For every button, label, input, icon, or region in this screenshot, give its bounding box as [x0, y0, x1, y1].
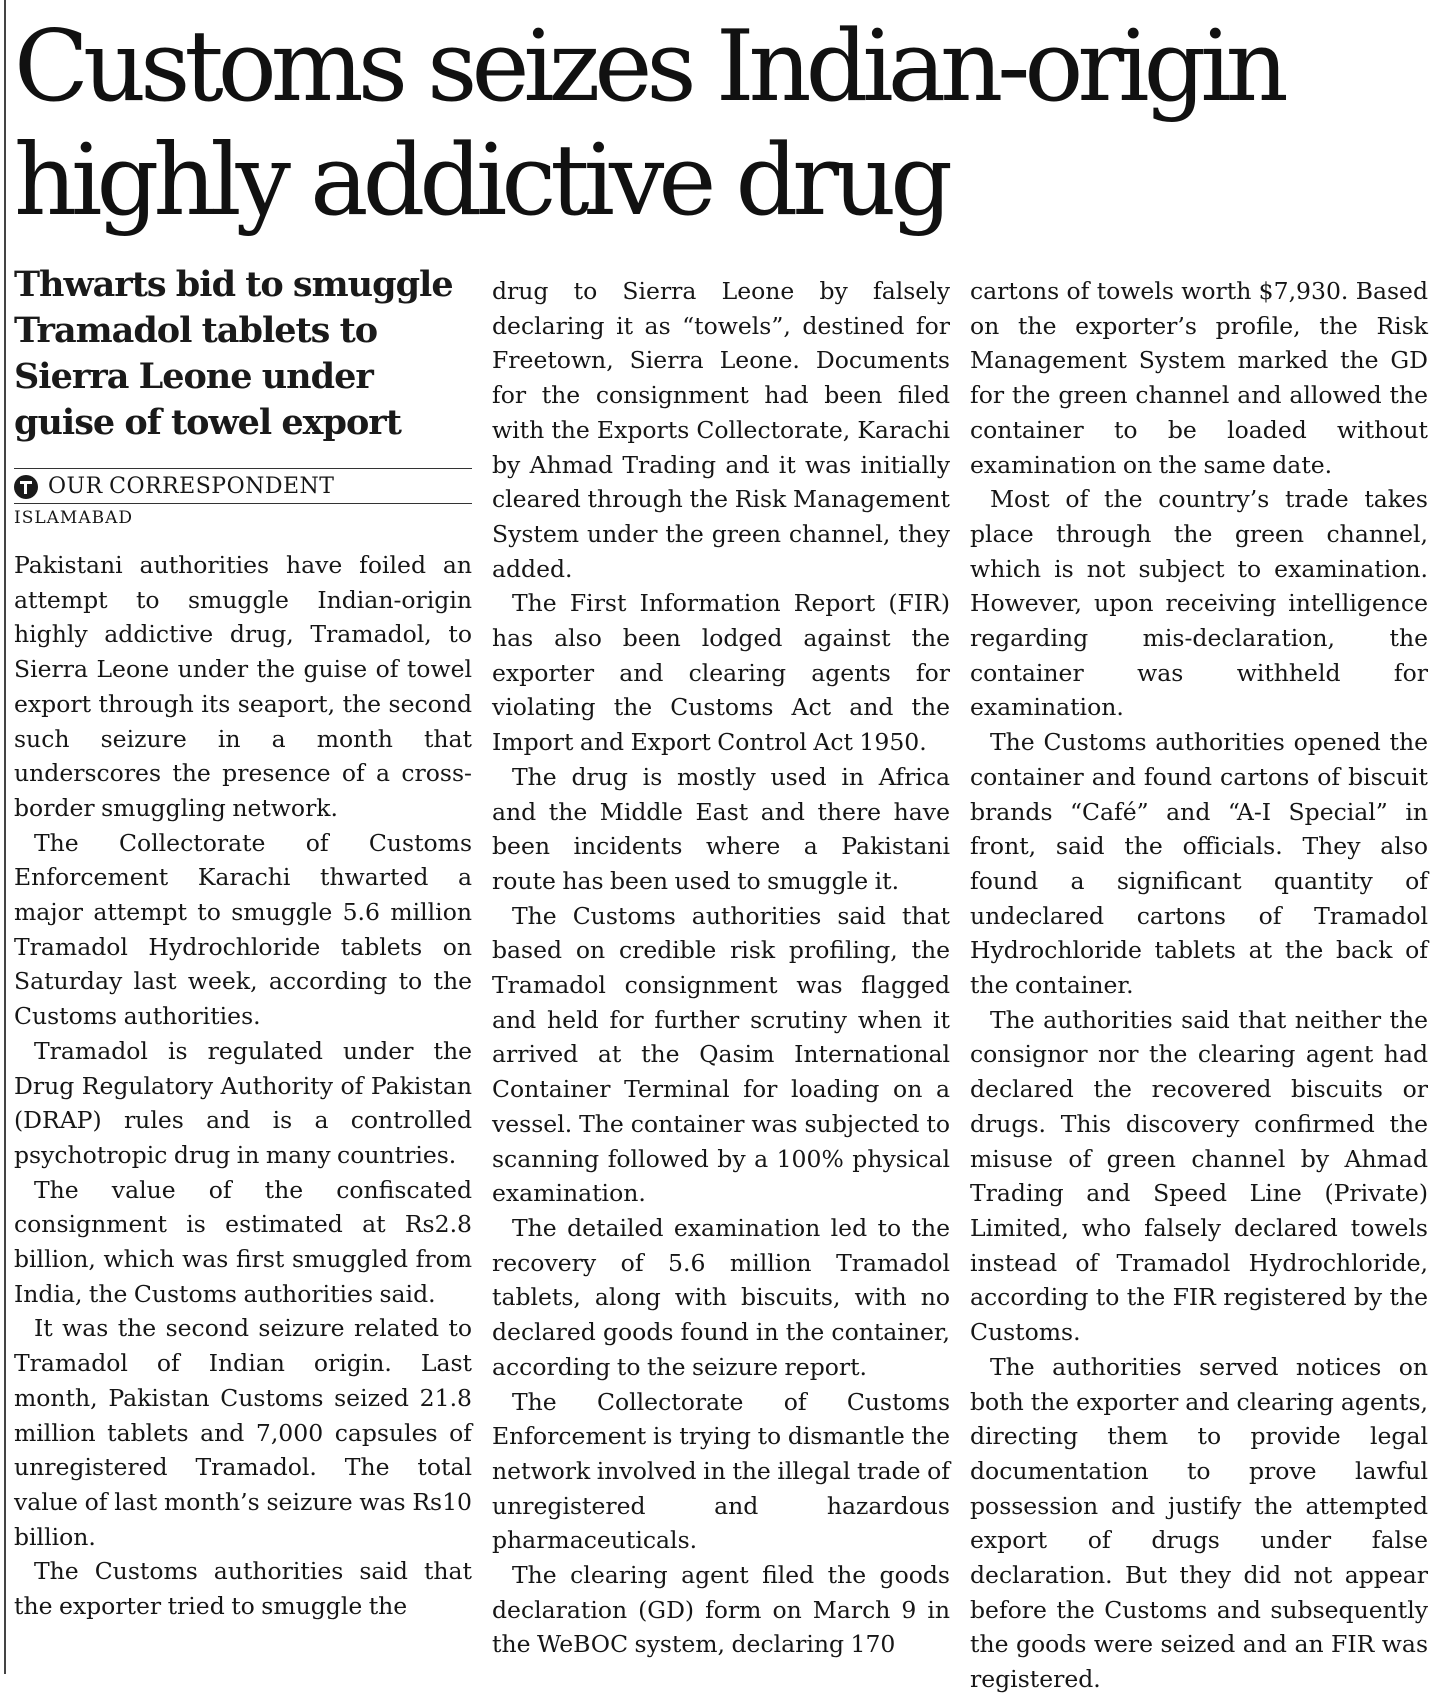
article-column-1: [14, 262, 472, 1624]
byline-box: [14, 468, 472, 532]
tribune-logo-icon: [14, 475, 38, 499]
paragraph: The Collectorate of Customs Enforcement Karachi thwarted a major attempt to smuggle 5.6 million Tramadol Hydrochloride tablets on Saturday last week, according to the Customs authorities.: [14, 828, 472, 1031]
deck-subheadline: Thwarts bid to smuggle Tramadol tablets to Sierra Leone under guise of towel export: [14, 264, 453, 443]
paragraph: Pakistani authorities have foiled an attempt to smuggle Indian-origin highly addictive drug, Tramadol, to Sierra Leone under the guise of towel export through its seaport, the second such seizure in a month that underscores the presence of a cross-border smuggling network.: [14, 551, 472, 822]
paragraph: Most of the country’s trade takes place through the green channel, which is not subject to examination. However, upon receiving intelligence regarding mis-declaration, the container was withheld for examination.: [970, 485, 1428, 722]
paragraph: The detailed examination led to the recovery of 5.6 million Tramadol tablets, along with biscuits, with no declared goods found in the container, according to the seizure report.: [492, 1213, 950, 1381]
paragraph: Tramadol is regulated under the Drug Regulatory Authority of Pakistan (DRAP) rules and is a controlled psychotropic drug in many countries.: [14, 1036, 472, 1169]
byline-text: OUR CORRESPONDENT: [48, 474, 335, 499]
paragraph: The Collectorate of Customs Enforcement is trying to dismantle the network involved in the illegal trade of unregistered and hazardous pharmaceuticals.: [492, 1387, 950, 1555]
column-rule: [4, 0, 6, 1674]
byline: [14, 469, 472, 504]
paragraph: The Customs authorities opened the container and found cartons of biscuit brands “Café” and “A-I Special” in front, said the officials. They also found a significant quantity of undeclared cartons of Tramadol Hydrochloride tablets at the back of the container.: [970, 728, 1428, 1000]
dateline: ISLAMABAD: [14, 508, 134, 528]
paragraph: It was the second seizure related to Tramadol of Indian origin. Last month, Pakistan Customs seized 21.8 million tablets and 7,000 capsules of unregistered Tramadol. The total value of last month’s seizure was Rs10 billion.: [14, 1314, 472, 1551]
headline: Customs seizes Indian-origin highly addictive drug: [14, 10, 1283, 238]
paragraph: The drug is mostly used in Africa and the Middle East and there have been incidents where a Pakistani route has been used to smuggle it.: [492, 762, 950, 895]
paragraph: The clearing agent filed the goods declaration (GD) form on March 9 in the WeBOC system, declaring 170: [492, 1561, 950, 1659]
article-column-2: [492, 274, 950, 1662]
paragraph: The First Information Report (FIR) has also been lodged against the exporter and clearing agents for violating the Customs Act and the Import and Export Control Act 1950.: [492, 589, 950, 757]
paragraph: The Customs authorities said that the exporter tried to smuggle the: [14, 1557, 472, 1621]
paragraph: The Customs authorities said that based on credible risk profiling, the Tramadol consignment was flagged and held for further scrutiny when it arrived at the Qasim International Container Terminal for loading on a vessel. The container was subjected to scanning followed by a 100% physical examination.: [492, 901, 950, 1208]
paragraph: The authorities said that neither the consignor nor the clearing agent had declared the recovered biscuits or drugs. This discovery confirmed the misuse of green channel by Ahmad Trading and Speed Line (Private) Limited, who falsely declared towels instead of Tramadol Hydrochloride, according to the FIR registered by the Customs.: [970, 1005, 1428, 1347]
paragraph: cartons of towels worth $7,930. Based on the exporter’s profile, the Risk Management System marked the GD for the green channel and allowed the container to be loaded without examination on the same date.: [970, 277, 1428, 479]
paragraph: The authorities served notices on both the exporter and clearing agents, directing them to provide legal documentation to prove lawful possession and justify the attempted export of drugs under false declaration. But they did not appear before the Customs and subsequently the goods were seized and an FIR was registered.: [970, 1352, 1428, 1694]
article-column-3: [970, 274, 1428, 1697]
paragraph: drug to Sierra Leone by falsely declaring it as “towels”, destined for Freetown, Sierra Leone. Documents for the consignment had been filed with the Exports Collectorate, Karachi by Ahmad Trading and it was initially cleared through the Risk Management System under the green channel, they added.: [492, 277, 950, 583]
paragraph: The value of the confiscated consignment is estimated at Rs2.8 billion, which was first smuggled from India, the Customs authorities said.: [14, 1175, 472, 1308]
